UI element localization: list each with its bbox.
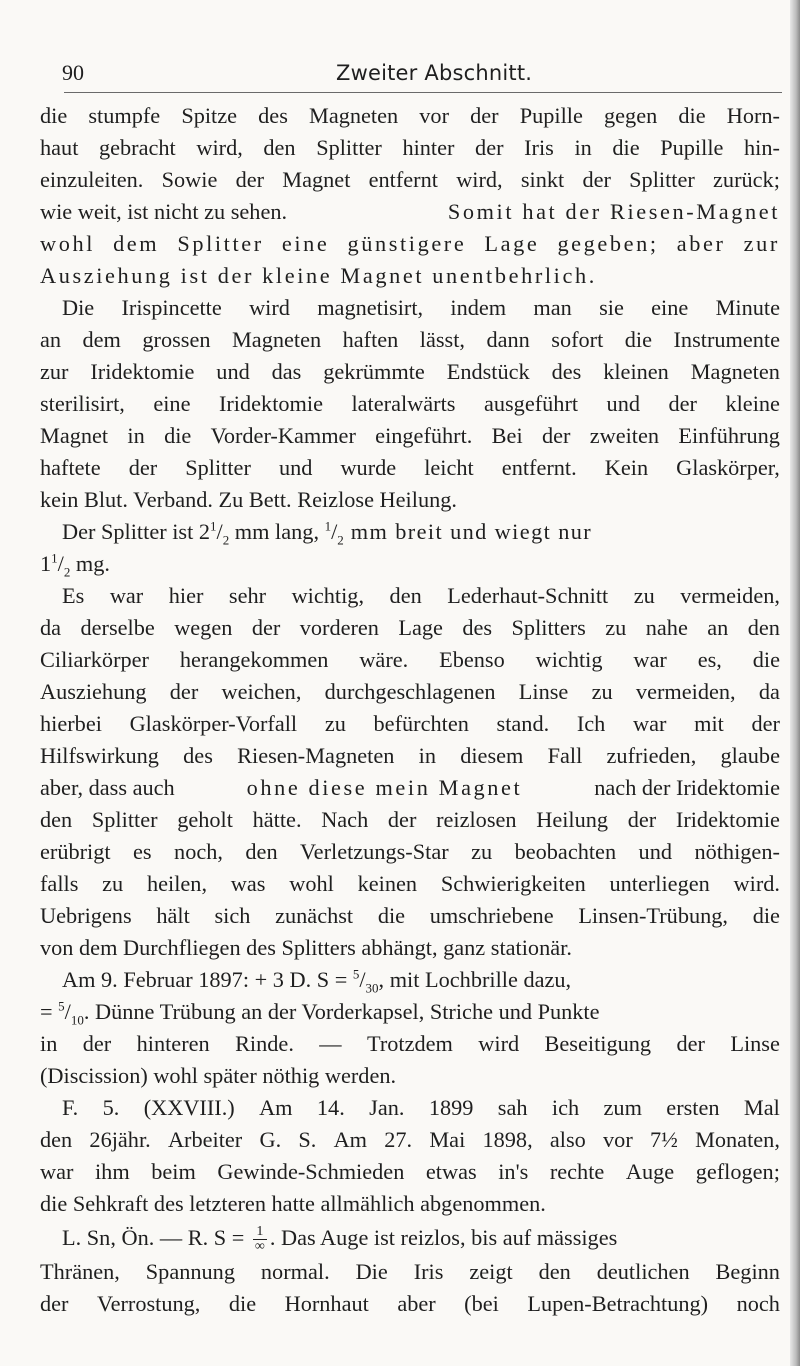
line-text: den 26jähr. Arbeiter G. S. Am 27. Mai 1898, also vor 7½ Monaten, bbox=[40, 1127, 780, 1152]
text-line bbox=[40, 228, 780, 260]
line-text: den Splitter geholt hätte. Nach der reizlosen Heilung der Iridektomie bbox=[40, 807, 780, 832]
text-line bbox=[40, 964, 800, 996]
fraction-numerator: 5 bbox=[352, 966, 360, 982]
text-line bbox=[40, 260, 780, 292]
text-line bbox=[40, 900, 780, 932]
line-text: haut gebracht wird, den Splitter hinter der Iris in die Pupille hin- bbox=[40, 135, 780, 160]
text-line bbox=[40, 1092, 780, 1124]
line-text: Uebrigens hält sich zunächst die umschriebene Linsen-Trübung, die bbox=[40, 903, 780, 928]
text-line bbox=[40, 1288, 780, 1320]
text-line bbox=[40, 740, 780, 772]
line-text: sterilisirt, eine Iridektomie lateralwärts ausgeführt und der kleine bbox=[40, 391, 780, 416]
line-text: in der hinteren Rinde. — Trotzdem wird Beseitigung der Linse bbox=[40, 1031, 780, 1056]
line-text: kein Blut. Verband. Zu Bett. Reizlose Heilung. bbox=[40, 487, 457, 512]
text-line bbox=[40, 676, 780, 708]
line-text: da derselbe wegen der vorderen Lage des Splitters zu nahe an den bbox=[40, 615, 780, 640]
text-line bbox=[40, 452, 780, 484]
text-line bbox=[40, 1256, 780, 1288]
line-text: . Dünne Trübung an der Vorderkapsel, Striche und Punkte bbox=[83, 999, 600, 1024]
line-text: Ausziehung der weichen, durchgeschlagenen Linse zu vermeiden, da bbox=[40, 679, 780, 704]
text-line bbox=[40, 356, 780, 388]
text-line bbox=[40, 1188, 780, 1220]
line-text: hierbei Glaskörper-Vorfall zu befürchten stand. Ich war mit der bbox=[40, 711, 780, 736]
fraction-numerator: 1 bbox=[210, 518, 217, 534]
text-line bbox=[40, 132, 780, 164]
line-text: von dem Durchfliegen des Splitters abhängt, ganz stationär. bbox=[40, 935, 572, 960]
line-text: der Verrostung, die Hornhaut aber (bei Lupen-Betrachtung) noch bbox=[40, 1291, 780, 1316]
running-head: Zweiter Abschnitt. bbox=[336, 61, 533, 85]
fraction-numerator: 1 bbox=[253, 1225, 267, 1240]
text-line bbox=[40, 868, 780, 900]
text-line bbox=[40, 1222, 800, 1254]
text-line bbox=[40, 1124, 780, 1156]
page-header bbox=[62, 56, 782, 90]
spaced-text: Ausziehung ist der kleine Magnet unentbehrlich. bbox=[40, 263, 597, 288]
fraction-numerator: 5 bbox=[58, 998, 65, 1014]
fraction-slash: / bbox=[57, 551, 64, 576]
line-text: Der Splitter ist 2 bbox=[62, 519, 211, 544]
line-text: Am 9. Februar 1897: + 3 D. S = bbox=[62, 967, 353, 992]
line-text: F. 5. (XXVIII.) Am 14. Jan. 1899 sah ich zum ersten Mal bbox=[62, 1095, 780, 1120]
text-line bbox=[40, 196, 780, 228]
line-text: zur Iridektomie und das gekrümmte Endstück des kleinen Magneten bbox=[40, 359, 780, 384]
text-line bbox=[40, 164, 780, 196]
line-text: (Discission) wohl später nöthig werden. bbox=[40, 1063, 397, 1088]
text-line bbox=[40, 420, 780, 452]
text-line bbox=[40, 484, 780, 516]
text-line bbox=[40, 548, 780, 580]
line-text: war ihm beim Gewinde-Schmieden etwas in's rechte Auge geflogen; bbox=[40, 1159, 780, 1184]
text-line bbox=[40, 292, 780, 324]
line-text: einzuleiten. Sowie der Magnet entfernt wird, sinkt der Splitter zurück; bbox=[40, 167, 780, 192]
fraction bbox=[253, 1225, 267, 1254]
fraction-numerator: 1 bbox=[324, 518, 332, 534]
line-text: Hilfswirkung des Riesen-Magneten in diesem Fall zufrieden, glaube bbox=[40, 743, 780, 768]
fraction-denominator: 2 bbox=[63, 564, 71, 580]
line-text: die Sehkraft des letzteren hatte allmählich abgenommen. bbox=[40, 1191, 546, 1216]
fraction-denominator: 30 bbox=[365, 980, 379, 996]
line-text: mm breit und wiegt nur bbox=[343, 519, 593, 544]
text-line bbox=[40, 388, 780, 420]
line-text: Thränen, Spannung normal. Die Iris zeigt den deutlichen Beginn bbox=[40, 1259, 780, 1284]
line-text: . Das Auge ist reizlos, bis auf mässiges bbox=[269, 1225, 618, 1250]
text-line bbox=[40, 996, 780, 1028]
line-text: 1 bbox=[40, 551, 52, 576]
text-line bbox=[40, 932, 780, 964]
text-line bbox=[40, 708, 780, 740]
fraction-slash: / bbox=[331, 519, 338, 544]
text-line bbox=[40, 612, 780, 644]
line-text: Magnet in die Vorder-Kammer eingeführt. Bei der zweiten Einführung bbox=[40, 423, 780, 448]
fraction-denominator: 10 bbox=[70, 1012, 84, 1028]
line-text: haftete der Splitter und wurde leicht entfernt. Kein Glaskörper, bbox=[40, 455, 780, 480]
fraction-denominator: ∞ bbox=[254, 1239, 265, 1255]
line-text: , mit Lochbrille dazu, bbox=[378, 967, 572, 992]
fraction-slash: / bbox=[216, 519, 223, 544]
text-line bbox=[40, 1028, 780, 1060]
page-number: 90 bbox=[62, 60, 84, 85]
line-text: an dem grossen Magneten haften lässt, dann sofort die Instrumente bbox=[40, 327, 780, 352]
text-line bbox=[40, 644, 780, 676]
line-text: aber, dass auch bbox=[40, 775, 175, 800]
text-line bbox=[40, 324, 780, 356]
page-edge-shadow bbox=[790, 0, 800, 1366]
line-text: Ciliarkörper herangekommen wäre. Ebenso wichtig war es, die bbox=[40, 647, 780, 672]
spaced-text: ohne diese mein Magnet bbox=[246, 775, 523, 800]
fraction-slash: / bbox=[359, 967, 366, 992]
fraction-denominator: 2 bbox=[222, 532, 230, 548]
line-text: mg. bbox=[70, 551, 110, 576]
spaced-text: wohl dem Splitter eine günstigere Lage gegeben; aber zur bbox=[40, 231, 780, 256]
line-text: L. Sn, Ön. — R. S = bbox=[62, 1225, 250, 1250]
text-line bbox=[40, 772, 780, 804]
line-text: Die Irispincette wird magnetisirt, indem man sie eine Minute bbox=[62, 295, 780, 320]
text-line bbox=[40, 1156, 780, 1188]
line-text: falls zu heilen, was wohl keinen Schwierigkeiten unterliegen wird. bbox=[40, 871, 780, 896]
line-text: = bbox=[40, 999, 59, 1024]
line-text: wie weit, ist nicht zu sehen. bbox=[40, 199, 288, 224]
fraction-numerator: 1 bbox=[51, 550, 58, 566]
fraction-slash: / bbox=[64, 999, 71, 1024]
line-text: die stumpfe Spitze des Magneten vor der Pupille gegen die Horn- bbox=[40, 103, 780, 128]
text-line bbox=[40, 580, 780, 612]
line-text: erübrigt es noch, den Verletzungs-Star zu beobachten und nöthigen- bbox=[40, 839, 780, 864]
text-line bbox=[40, 836, 780, 868]
line-text: Es war hier sehr wichtig, den Lederhaut-Schnitt zu vermeiden, bbox=[62, 583, 780, 608]
text-line bbox=[40, 516, 800, 548]
text-line bbox=[40, 804, 780, 836]
line-text: mm lang, bbox=[229, 519, 325, 544]
fraction-denominator: 2 bbox=[337, 532, 344, 548]
line-text: nach der Iridektomie bbox=[594, 775, 780, 800]
header-rule bbox=[64, 92, 782, 93]
text-line bbox=[40, 100, 780, 132]
text-line bbox=[40, 1060, 780, 1092]
spaced-text: Somit hat der Riesen-Magnet bbox=[447, 199, 780, 224]
